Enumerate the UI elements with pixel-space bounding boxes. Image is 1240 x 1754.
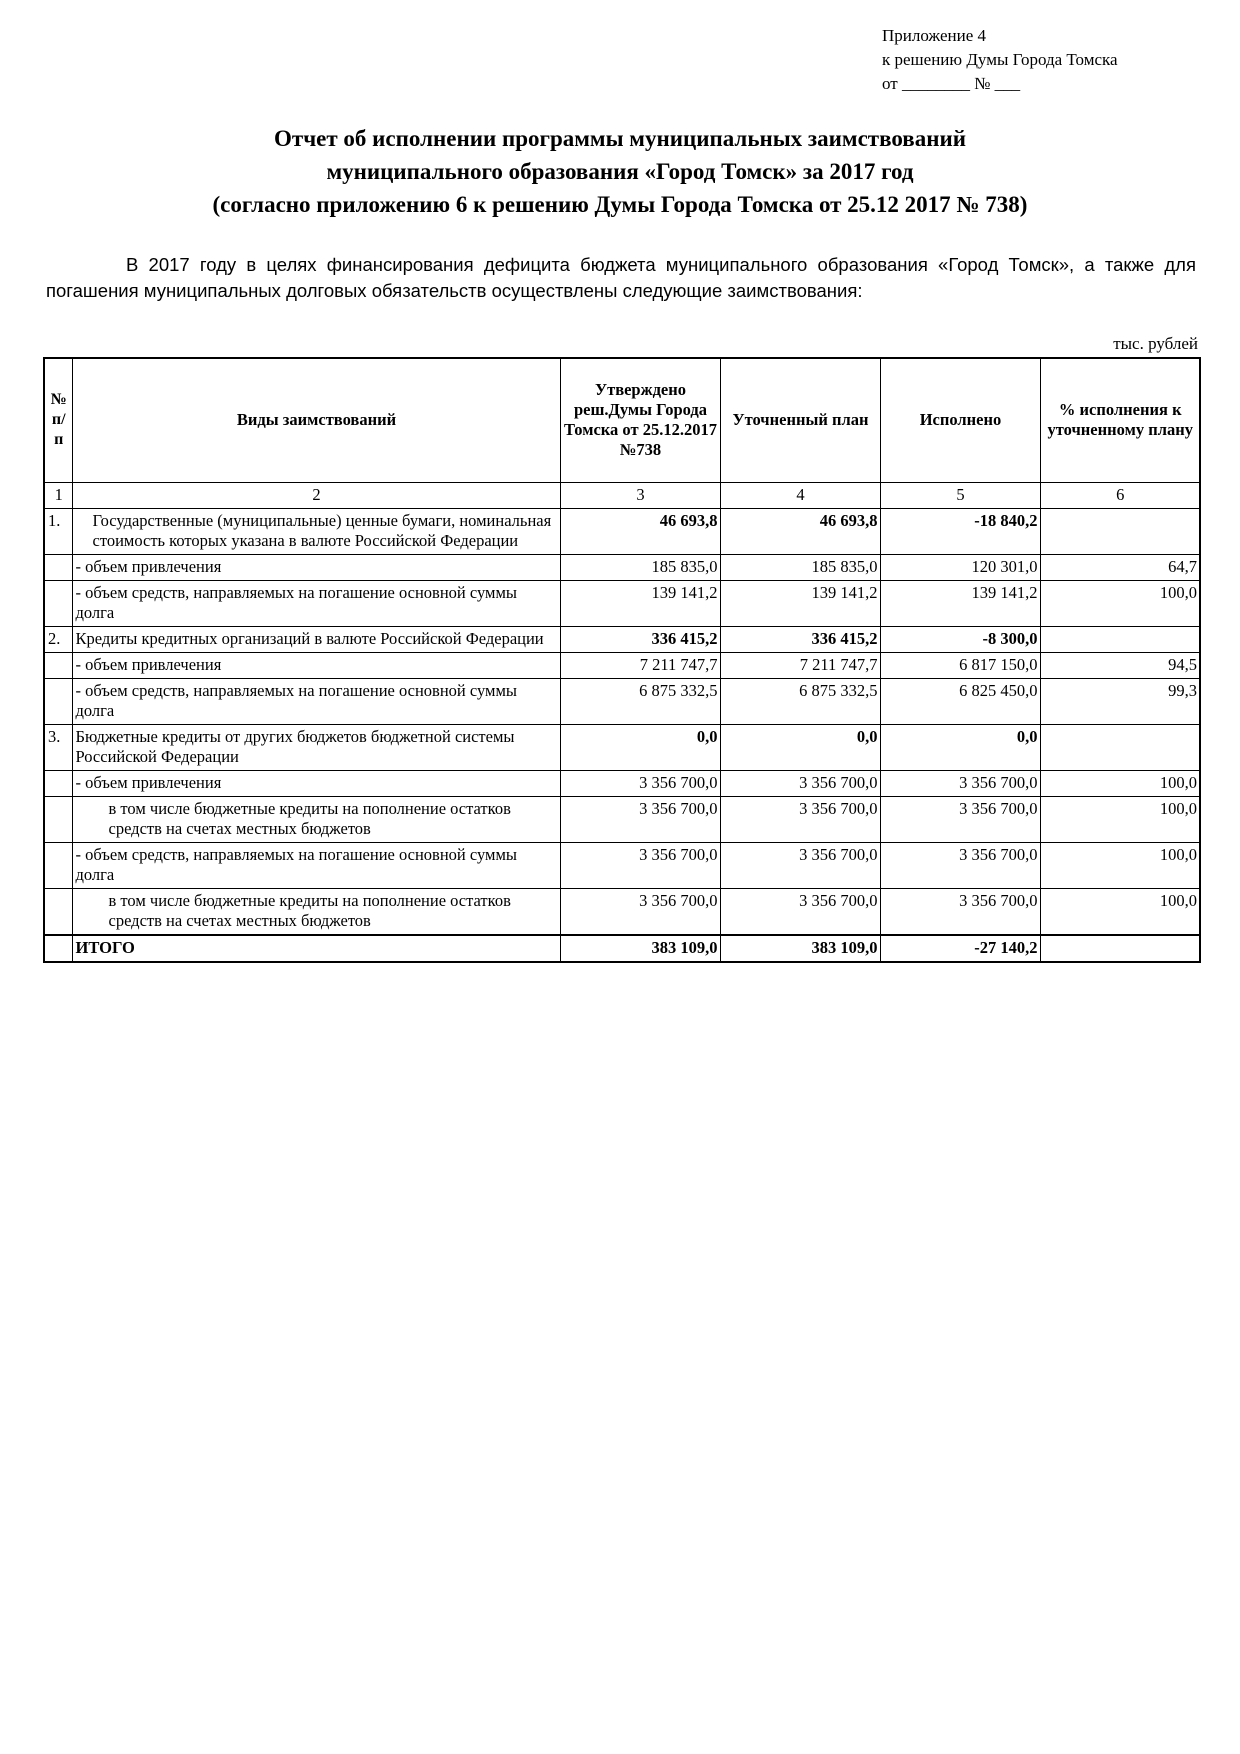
col-number: 6 [1040,483,1200,509]
annex-line-2: к решению Думы Города Томска [882,50,1118,69]
row-num [44,889,72,936]
row-num [44,653,72,679]
borrowings-table [43,357,1201,963]
row-percent: 100,0 [1040,797,1200,843]
row-done: -8 300,0 [880,627,1040,653]
row-name: Государственные (муниципальные) ценные бумаги, номинальная стоимость которых указана в валюте Российской Федерации [72,509,560,555]
total-name: ИТОГО [72,935,560,962]
row-num: 3. [44,725,72,771]
row-name: Бюджетные кредиты от других бюджетов бюджетной системы Российской Федерации [72,725,560,771]
annex-block [882,24,1202,96]
table-row [44,797,1200,843]
header-plan: Уточненный план [720,358,880,483]
col-number: 2 [72,483,560,509]
row-done: 6 817 150,0 [880,653,1040,679]
column-numbers-row [44,483,1200,509]
intro-paragraph: В 2017 году в целях финансирования дефицита бюджета муниципального образования «Город Томск», а также для погашения муниципальных долговых обязательств осуществлены следующие заимствования: [46,254,1196,301]
row-done: 0,0 [880,725,1040,771]
row-plan: 6 875 332,5 [720,679,880,725]
row-percent [1040,627,1200,653]
total-approved: 383 109,0 [560,935,720,962]
row-approved: 7 211 747,7 [560,653,720,679]
row-done: 6 825 450,0 [880,679,1040,725]
row-percent [1040,509,1200,555]
row-plan: 46 693,8 [720,509,880,555]
row-name: - объем привлечения [72,771,560,797]
row-percent: 100,0 [1040,581,1200,627]
row-plan: 3 356 700,0 [720,889,880,936]
row-num [44,797,72,843]
row-num [44,679,72,725]
row-approved: 139 141,2 [560,581,720,627]
table-row [44,627,1200,653]
row-num [44,771,72,797]
row-name: - объем привлечения [72,653,560,679]
row-plan: 3 356 700,0 [720,843,880,889]
row-plan: 0,0 [720,725,880,771]
col-number: 5 [880,483,1040,509]
table-row [44,679,1200,725]
row-approved: 3 356 700,0 [560,771,720,797]
table-row [44,725,1200,771]
row-plan: 336 415,2 [720,627,880,653]
row-plan: 7 211 747,7 [720,653,880,679]
header-row [44,358,1200,483]
header-approved: Утверждено реш.Думы Города Томска от 25.12.2017 №738 [560,358,720,483]
annex-line-1: Приложение 4 [882,26,986,45]
row-done: 139 141,2 [880,581,1040,627]
row-approved: 3 356 700,0 [560,889,720,936]
header-done: Исполнено [880,358,1040,483]
col-number: 4 [720,483,880,509]
row-name: - объем средств, направляемых на погашение основной суммы долга [72,843,560,889]
row-done: 3 356 700,0 [880,797,1040,843]
document-title [40,122,1200,221]
annex-line-3: от ________ № ___ [882,74,1021,93]
row-num: 2. [44,627,72,653]
row-name: в том числе бюджетные кредиты на пополнение остатков средств на счетах местных бюджетов [72,889,560,936]
row-done: 3 356 700,0 [880,843,1040,889]
row-percent: 100,0 [1040,889,1200,936]
table-row [44,581,1200,627]
row-num [44,555,72,581]
title-line-1: Отчет об исполнении программы муниципальных заимствований [274,126,966,151]
row-name: Кредиты кредитных организаций в валюте Российской Федерации [72,627,560,653]
row-done: 3 356 700,0 [880,771,1040,797]
title-line-2: муниципального образования «Город Томск» за 2017 год [326,159,914,184]
table-row [44,889,1200,936]
row-num: 1. [44,509,72,555]
row-done: 120 301,0 [880,555,1040,581]
row-plan: 185 835,0 [720,555,880,581]
row-approved: 185 835,0 [560,555,720,581]
row-num [44,581,72,627]
row-percent: 100,0 [1040,843,1200,889]
table-row [44,555,1200,581]
row-percent [1040,725,1200,771]
row-done: 3 356 700,0 [880,889,1040,936]
row-name: - объем привлечения [72,555,560,581]
row-name: - объем средств, направляемых на погашение основной суммы долга [72,679,560,725]
header-percent: % исполнения к уточненному плану [1040,358,1200,483]
col-number: 1 [44,483,72,509]
row-done: -18 840,2 [880,509,1040,555]
row-num [44,843,72,889]
row-percent: 94,5 [1040,653,1200,679]
row-approved: 3 356 700,0 [560,843,720,889]
row-approved: 3 356 700,0 [560,797,720,843]
row-approved: 46 693,8 [560,509,720,555]
row-plan: 3 356 700,0 [720,797,880,843]
row-plan: 139 141,2 [720,581,880,627]
row-name: - объем средств, направляемых на погашение основной суммы долга [72,581,560,627]
row-approved: 336 415,2 [560,627,720,653]
total-done: -27 140,2 [880,935,1040,962]
row-approved: 6 875 332,5 [560,679,720,725]
row-approved: 0,0 [560,725,720,771]
row-percent: 64,7 [1040,555,1200,581]
header-num: № п/п [44,358,72,483]
table-row [44,771,1200,797]
total-num [44,935,72,962]
table-row [44,509,1200,555]
row-percent: 100,0 [1040,771,1200,797]
units-label: тыс. рублей [1113,334,1198,353]
row-plan: 3 356 700,0 [720,771,880,797]
title-line-3: (согласно приложению 6 к решению Думы Города Томска от 25.12 2017 № 738) [212,192,1028,217]
table-row [44,843,1200,889]
total-plan: 383 109,0 [720,935,880,962]
row-percent: 99,3 [1040,679,1200,725]
header-name: Виды заимствований [72,358,560,483]
col-number: 3 [560,483,720,509]
table-row [44,653,1200,679]
row-name: в том числе бюджетные кредиты на пополнение остатков средств на счетах местных бюджетов [72,797,560,843]
total-row [44,935,1200,962]
total-percent [1040,935,1200,962]
